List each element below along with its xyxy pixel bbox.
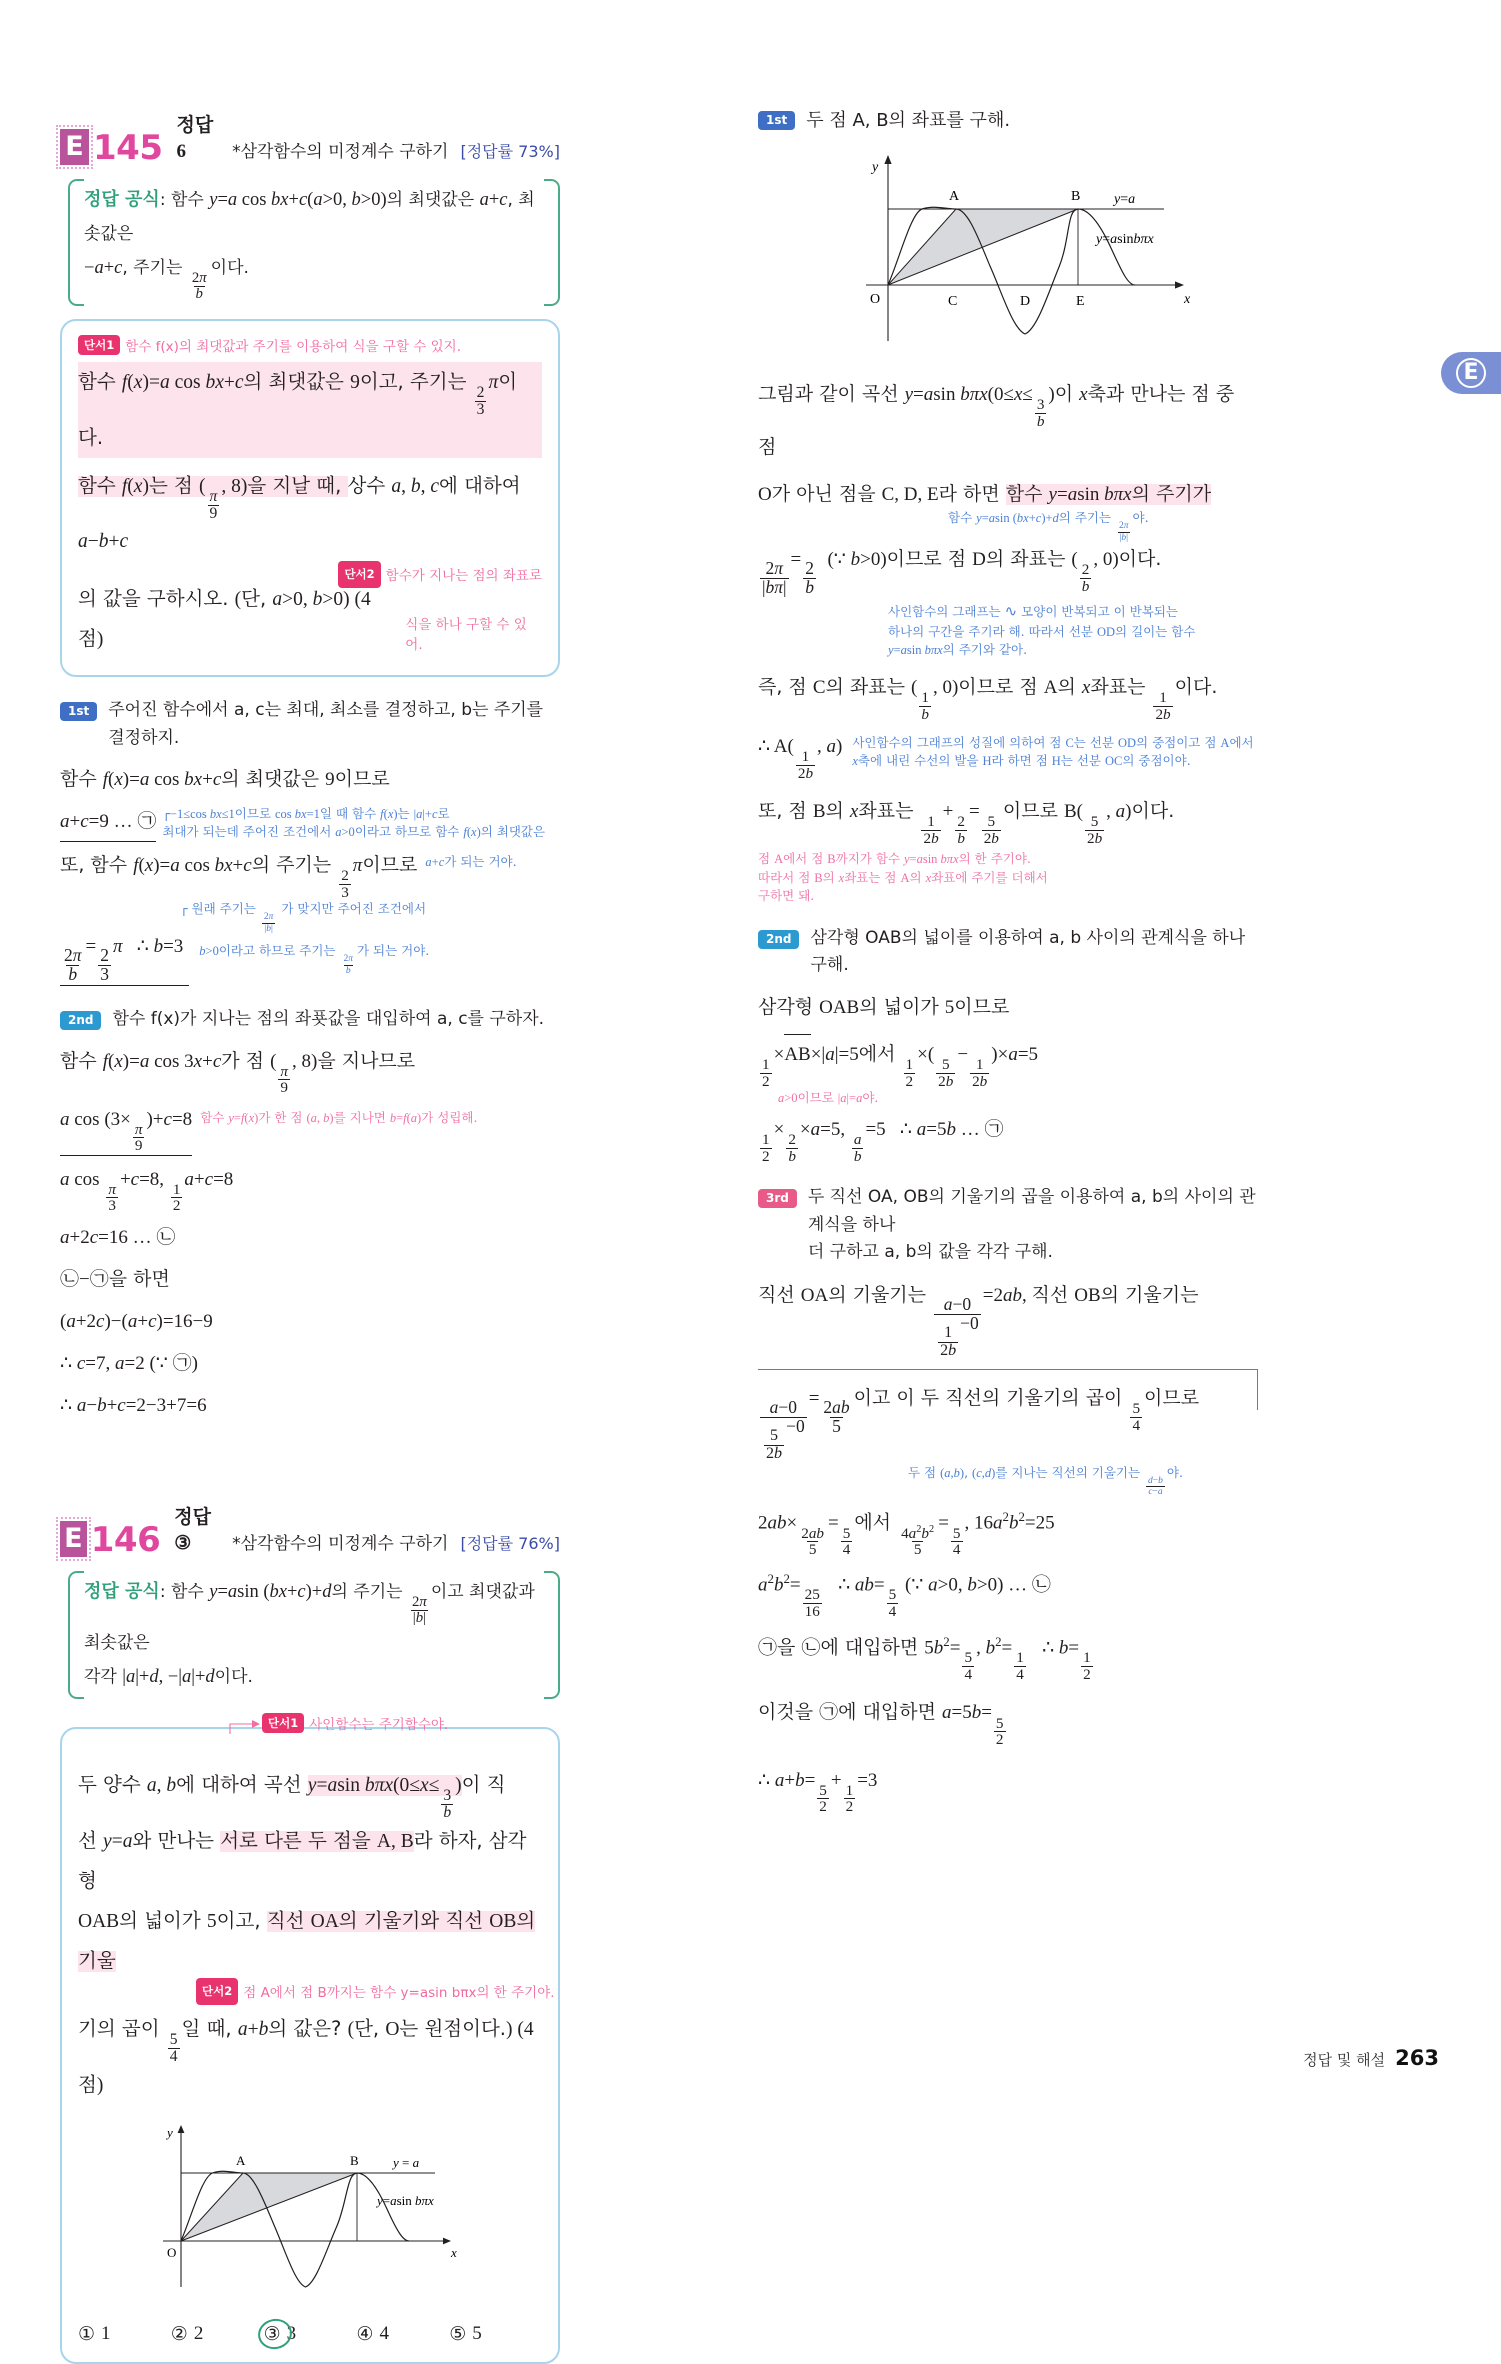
problem-145-answer <box>177 112 220 165</box>
selected-answer-ring <box>255 2316 294 2352</box>
sol146-line-12: 2ab× $\frac{2ab}{5}$ = $\frac{5}{4}$ 에서 $\frac{4a^2b^2}{5}$ = $\frac{5}{4}$ , $16a^2b^2=25$ <box>758 1509 1055 1559</box>
problem-146-answer-label: 정답 <box>174 1506 211 1529</box>
formula-label-2: 정답 공식 <box>84 1581 160 1603</box>
sol-line-7: a cos $\frac{\pi}{3}$ +c=8, $\frac{1}{2}$ a+c=8 <box>60 1168 234 1215</box>
brace-left <box>68 179 84 306</box>
problem-146-number: 146 <box>90 1520 161 1561</box>
problem-145-badge: E <box>60 129 89 165</box>
sol146-note-3: 점 A에서 점 B까지가 함수 y=asin bπx의 한 주기야. 따라서 점 B의 x좌표는 점 A의 x좌표에 주기를 더해서 구하면 돼. <box>758 851 1048 903</box>
solution-146-step2 <box>758 925 1258 980</box>
statement-146-line-2: 선 y=a와 만나는 서로 다른 두 점을 A, B라 하자, 삼각형 <box>78 1828 527 1892</box>
sol-line-10: (a+2c)−(a+c)=16−9 <box>60 1310 213 1332</box>
problem-145-statement <box>78 362 542 659</box>
svg-text:y=asinbπx: y=asinbπx <box>1096 232 1154 248</box>
svg-text:B: B <box>1071 189 1081 205</box>
choice-5[interactable] <box>449 2323 542 2346</box>
choice-1-value: 1 <box>101 2323 111 2345</box>
svg-text:E: E <box>1076 294 1085 310</box>
choice-3-mark: ③ <box>263 2323 281 2345</box>
svg-text:D: D <box>1020 294 1031 310</box>
solution-146-step1 <box>758 106 1258 135</box>
sol-step3-text-line1: 두 직선 OA, OB의 기울기의 곱을 이용하여 a, b의 사이의 관계식을 하나 <box>807 1187 1256 1235</box>
step2-text: 함수 f(x)가 지나는 점의 좌푯값을 대입하여 a, c를 구하자. <box>112 1009 545 1030</box>
sol146-line-7: 삼각형 OAB의 넓이가 5이므로 <box>758 995 1010 1018</box>
step1-badge: 1st <box>60 702 97 721</box>
choice-5-mark: ⑤ <box>449 2323 467 2345</box>
hint2-row-2 <box>78 1981 555 2001</box>
sol146-note-2: 사인함수의 그래프는 ∿ 모양이 반복되고 이 반복되는 하나의 구간을 주기라 해. 따라서 선분 OD의 길이는 함수 y=asin bπx의 주기와 같아. <box>888 602 1196 657</box>
brace-right-2 <box>544 1571 560 1698</box>
svg-text:O: O <box>167 2244 177 2260</box>
problem-145-hint1 <box>78 335 542 357</box>
problem-146-answer <box>174 1504 219 1557</box>
problem-145-formula <box>68 179 560 306</box>
sol-line-6: a cos (3× $\frac{\pi}{9}$ )+c=8 함수 y=f(x)가 한 점 (a, b)를 지나면 b=f(a)가 성립해. <box>60 1101 560 1156</box>
statement-line-3: 의 값을 구하시오. (단, a>0, b>0) (4점) 식을 하나 구할 수 있어. <box>78 579 542 659</box>
sol-step2-text: 삼각형 OAB의 넓이를 이용하여 a, b 사이의 관계식을 하나 구해. <box>810 927 1246 976</box>
problem-145-step1 <box>60 697 560 752</box>
problem-146-card <box>60 1715 560 2364</box>
solution-146-graph <box>808 145 1208 360</box>
hint1-tag-2: 단서1 <box>262 1713 304 1733</box>
sol146-line-11: a−0 $\frac{5}{2b}$ −0 = $\frac{2ab}{5}$ 이고 이 두 직선의 기울기의 곱이 $\frac{5}{4}$ 이므로 <box>758 1380 1258 1462</box>
blue-rule <box>758 1369 1258 1370</box>
solution-146-step3 <box>758 1184 1258 1267</box>
sol146-line-1: 그림과 같이 곡선 y=asin bπx(0≤x≤ $\frac{3}{b}$ )이 x축과 만나는 점 중 점 <box>758 383 1235 459</box>
sol146-line-15: 이것을 ㉠에 대입하면 a=5b= $\frac{5}{2}$ <box>758 1701 1004 1749</box>
sol146-line-3: $\frac{2\pi}{|b\pi|}$ = $\frac{2}{b}$ (∵ b>0)이므로 점 D의 좌표는 ( $\frac{2}{b}$ , 0)이다. <box>762 548 1162 598</box>
solution-146-part3 <box>758 1277 1258 1815</box>
page-footer <box>1303 2046 1439 2070</box>
statement-146-line-1: 두 양수 a, b에 대하여 곡선 y=asin bπx(0≤x≤ $\frac{3}{b}$ )이 직 <box>78 1772 506 1821</box>
choice-1-mark: ① <box>78 2323 96 2345</box>
sol146-line-5: ∴ A( $\frac{1}{2b}$ , a) 사인함수의 그래프의 성질에 의하여 점 C는 선분 OD의 중점이고 점 A에서 x축에 내린 수선의 발을 H라 하면 점 H는 선분 OC의 중점이야. <box>758 735 1254 782</box>
problem-145-header <box>60 112 560 168</box>
right-column <box>758 0 1258 1815</box>
sol-step3-text-line2: 더 구하고 a, b의 값을 각각 구해. <box>807 1242 1053 1263</box>
sol-step2-badge: 2nd <box>758 930 799 949</box>
problem-146-rate: [정답률 76%] <box>460 1534 560 1554</box>
brace-left-2 <box>68 1571 84 1698</box>
problem-146-statement <box>78 1765 555 2105</box>
svg-text:C: C <box>948 294 958 310</box>
formula-label: 정답 공식 <box>84 189 160 210</box>
solution-146-part2 <box>758 989 1258 1164</box>
problem-146-choices <box>78 2323 542 2346</box>
sol-step3-text <box>808 1184 1258 1267</box>
statement-146-line-3: OAB의 넓이가 5이고, 직선 OA의 기울기와 직선 OB의 기울 <box>78 1908 536 1972</box>
hint1-text: 함수 f(x)의 최댓값과 주기를 이용하여 식을 구할 수 있지. <box>125 339 461 356</box>
choice-4-value: 4 <box>379 2323 389 2345</box>
problem-145-step2 <box>60 1006 560 1034</box>
sol-step1-badge: 1st <box>758 111 795 130</box>
svg-text:y = a: y = a <box>393 2154 420 2170</box>
sol-line-11: ∴ c=7, a=2 (∵ ㉠) <box>60 1353 198 1375</box>
svg-text:A: A <box>236 2152 246 2168</box>
sol-step3-badge: 3rd <box>758 1189 797 1208</box>
step1-text: 주어진 함수에서 a, c는 최대, 최소를 결정하고, b는 주기를 결정하지. <box>108 700 544 748</box>
step2-badge: 2nd <box>60 1011 101 1030</box>
sol146-line-14: ㉠을 ㉡에 대입하면 $5b^2=$ $\frac{5}{4}$ , $b^2=$ $\frac{1}{4}$ ∴ b= $\frac{1}{2}$ <box>758 1634 1091 1683</box>
sol-note-b: ┌ 원래 주기는 $\frac{2\pi}{|b|}$ 가 맞지만 주어진 조건에서 <box>180 901 427 934</box>
sol146-line-9: $\frac{1}{2}$ × $\frac{2}{b}$ ×a=5, $\frac{a}{b}$ =5 ∴ a=5b … ㉠ <box>762 1119 1004 1165</box>
chapter-tab-letter: E <box>1456 358 1486 388</box>
statement-146-line-4: 기의 곱이 $\frac{5}{4}$ 일 때, a+b의 값은? (단, O는 원점이다.) (4점) <box>78 2016 534 2096</box>
brace-right <box>544 179 560 306</box>
sol-line-8: a+2c=16 … ㉡ <box>60 1226 176 1248</box>
hint2-tag: 단서2 <box>338 561 380 588</box>
problem-145-card <box>60 319 560 677</box>
choice-4[interactable] <box>356 2323 449 2346</box>
hint2-text-line2: 식을 하나 구할 수 있어. <box>405 616 527 653</box>
choice-4-mark: ④ <box>356 2323 374 2345</box>
sol-line-5: 함수 f(x)=a cos 3x+c가 점 ( $\frac{\pi}{9}$ , 8)을 지나므로 <box>60 1049 416 1097</box>
hint2-text-2: 점 A에서 점 B까지는 함수 y=asin bπx의 한 주기야. <box>243 1984 555 2001</box>
sol146-line-4: 즉, 점 C의 좌표는 ( $\frac{1}{b}$ , 0)이므로 점 A의 x좌표는 $\frac{1}{2b}$ 이다. <box>758 676 1218 723</box>
formula-body-2: 정답 공식: 함수 y=asin (bx+c)+d의 주기는 $\frac{2\pi}{|b|}$ 이고 최댓값과 최솟값은 각각 |a|+d, −|a|+d이다. <box>84 1581 535 1688</box>
sol-line-4: $\frac{2\pi}{b}$ = $\frac{2}{3}$ π ∴ b=3 b>0이라고 하므로 주기는 $\frac{2\pi}{b}$ 가 되는 거야. <box>60 928 560 986</box>
statement-line-1: 함수 f(x)=a cos bx+c의 최댓값은 9이고, 주기는 $\frac{2}{3}$ π이다. <box>78 362 542 458</box>
sol-line-9: ㉡−㉠을 하면 <box>60 1267 170 1290</box>
problem-145-solution-part2 <box>60 1043 560 1425</box>
svg-text:y: y <box>872 160 879 176</box>
problem-146-hint1-row <box>78 1715 542 1749</box>
problem-145-solution-part1 <box>60 761 560 986</box>
sol-line-1: 함수 f(x)=a cos bx+c의 최댓값은 9이므로 <box>60 768 390 791</box>
sol146-line-6: 또, 점 B의 x좌표는 $\frac{1}{2b}$ + $\frac{2}{b}$ = $\frac{5}{2b}$ 이므로 B( $\frac{5}{2b}$ , a)이다. <box>758 800 1175 847</box>
footer-label: 정답 및 해설 <box>1303 2051 1386 2069</box>
svg-text:O: O <box>870 292 881 308</box>
sol146-line-10: 직선 OA의 기울기는 a−0 $\frac{1}{2b}$ −0 =2ab, 직선 OB의 기울기는 <box>758 1283 1199 1359</box>
problem-146-header <box>60 1504 560 1561</box>
sol146-line-8: $\frac{1}{2}$ ×AB×|a|=5에서 $\frac{1}{2}$ ×( $\frac{5}{2b}$ − $\frac{1}{2b}$ )×a=5 <box>758 1034 1258 1089</box>
problem-145-answer-label: 정답 <box>176 114 214 136</box>
svg-text:B: B <box>350 2152 359 2168</box>
choice-5-value: 5 <box>472 2323 482 2345</box>
sol146-line-13: $a^2b^2=$ $\frac{25}{16}$ ∴ ab= $\frac{5}{4}$ (∵ a>0, b>0) … ㉡ <box>758 1570 1051 1620</box>
hint1-tag: 단서1 <box>78 335 120 355</box>
svg-text:y: y <box>167 2124 173 2140</box>
problem-145-topic: *삼각함수의 미정계수 구하기 <box>232 142 449 162</box>
problem-145-number: 145 <box>93 128 163 168</box>
svg-text:A: A <box>949 189 960 205</box>
statement-line-2: 함수 f(x)는 점 ( $\frac{\pi}{9}$ , 8)을 지날 때, 상수 a, b, c에 대하여 a−b+c <box>78 473 521 552</box>
sol146-note-4: a>0이므로 |a|=a야. <box>778 1090 879 1106</box>
problem-146-badge: E <box>60 1521 87 1557</box>
sol146-line-16: ∴ a+b= $\frac{5}{2}$ + $\frac{1}{2}$ =3 <box>758 1769 878 1816</box>
svg-text:x: x <box>1184 292 1191 308</box>
sol-line-12: ∴ a−b+c=2−3+7=6 <box>60 1395 207 1417</box>
problem-146-topic: *삼각함수의 미정계수 구하기 <box>232 1534 449 1555</box>
hint-arrow-icon <box>228 1714 262 1736</box>
sol-line-2: a+c=9 … ㉠ ┌−1≤cos bx≤1이므로 cos bx=1일 때 함수 f(x)는 |a|+c로 최대가 되는데 주어진 조건에서 a>0이라고 하므로 함수 f(x)의 최댓값은 <box>60 803 560 842</box>
choice-1[interactable] <box>78 2323 171 2346</box>
sol-line-3: 또, 함수 f(x)=a cos bx+c의 주기는 $\frac{2}{3}$ π이므로 a+c가 되는 거야. <box>60 854 517 901</box>
problem-145-rate: [정답률 73%] <box>460 142 560 161</box>
svg-text:y=asin bπx: y=asin bπx <box>377 2192 434 2208</box>
choice-2[interactable] <box>171 2323 264 2346</box>
chapter-tab-E <box>1441 352 1501 394</box>
problem-145-answer-value: 6 <box>176 141 186 162</box>
choice-3-value: 3 <box>286 2323 297 2345</box>
formula-body: 정답 공식: 함수 y=a cos bx+c(a>0, b>0)의 최댓값은 a+c, 최솟값은 −a+c, 주기는 $\frac{2\pi}{b}$ 이다. <box>84 189 535 303</box>
choice-2-value: 2 <box>193 2323 204 2345</box>
hint2-text-line1: 함수가 지나는 점의 좌표로 <box>385 568 542 584</box>
problem-146-graph <box>145 2115 475 2305</box>
sol146-line-2: O가 아닌 점을 C, D, E라 하면 함수 y=asin bπx의 주기가 <box>758 483 1212 506</box>
sol146-note-5: 두 점 (a,b), (c,d)를 지나는 직선의 기울기는 $\frac{d-b}{c-a}$ 야. <box>908 1465 1183 1498</box>
left-column <box>60 0 560 2364</box>
hint1-text-2: 사인함수는 주기함수야. <box>309 1716 449 1733</box>
svg-text:y=a: y=a <box>1114 192 1136 208</box>
solution-146-body <box>758 376 1258 905</box>
problem-146-formula <box>68 1571 560 1698</box>
page-number: 263 <box>1395 2046 1439 2070</box>
sol146-note-1: 함수 y=asin (bx+c)+d의 주기는 $\frac{2\pi}{|b|}$ 야. <box>948 510 1149 543</box>
svg-text:x: x <box>451 2244 457 2260</box>
problem-146-answer-value: ③ <box>174 1533 192 1555</box>
choice-3[interactable] <box>264 2323 357 2346</box>
hint2-tag-2: 단서2 <box>196 1978 238 2005</box>
choice-2-mark: ② <box>170 2323 188 2345</box>
sol-step1-text: 두 점 A, B의 좌표를 구해. <box>806 110 1011 131</box>
